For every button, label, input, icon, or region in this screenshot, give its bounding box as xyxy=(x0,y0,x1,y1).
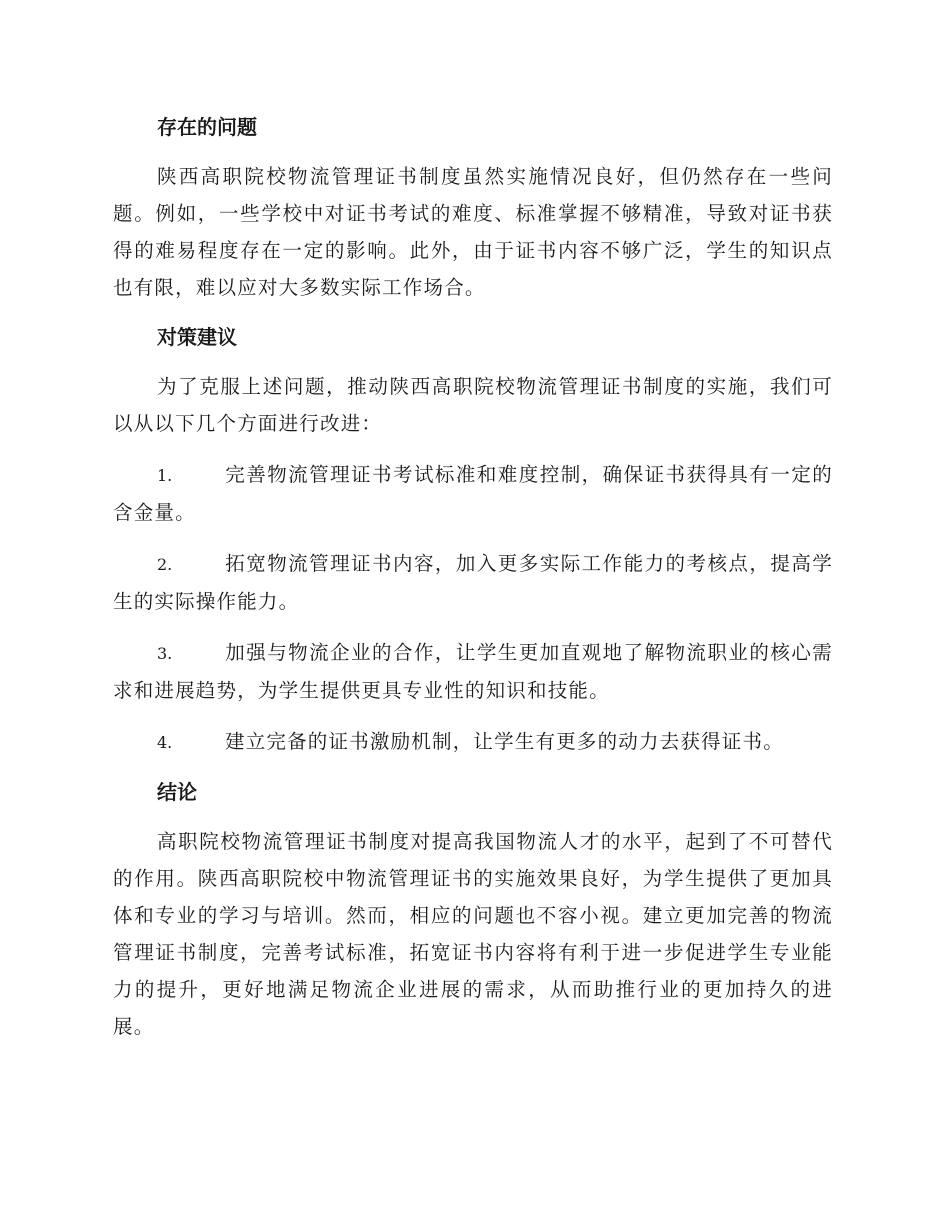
list-item-text: 加强与物流企业的合作，让学生更加直观地了解物流职业的核心需求和进展趋势，为学生提供更具专业性的知识和技能。 xyxy=(113,641,833,702)
list-item xyxy=(113,456,833,531)
list-item xyxy=(113,723,833,761)
paragraph-suggestions-intro: 为了克服上述问题，推动陕西高职院校物流管理证书制度的实施，我们可以从以下几个方面进行改进： xyxy=(113,375,833,435)
list-item-number: 3. xyxy=(157,644,173,663)
list-item-number: 1. xyxy=(157,466,173,485)
paragraph-problems: 陕西高职院校物流管理证书制度虽然实施情况良好，但仍然存在一些问题。例如，一些学校中对证书考试的难度、标准掌握不够精准，导致对证书获得的难易程度存在一定的影响。此外，由于证书内容不够广泛，学生的知识点也有限，难以应对大多数实际工作场合。 xyxy=(113,165,833,299)
section-heading-conclusion: 结论 xyxy=(157,780,197,804)
paragraph-conclusion: 高职院校物流管理证书制度对提高我国物流人才的水平，起到了不可替代的作用。陕西高职院校中物流管理证书的实施效果良好，为学生提供了更加具体和专业的学习与培训。然而，相应的问题也不容小视。建立更加完善的物流管理证书制度，完善考试标准，拓宽证书内容将有利于进一步促进学生专业能力的提升，更好地满足物流企业进展的需求，从而助推行业的更加持久的进展。 xyxy=(113,830,833,1038)
list-item-number: 2. xyxy=(157,555,173,574)
document-page xyxy=(113,110,833,1059)
list-item xyxy=(113,545,833,620)
list-item-text: 完善物流管理证书考试标准和难度控制，确保证书获得具有一定的含金量。 xyxy=(113,463,833,524)
section-heading-suggestions: 对策建议 xyxy=(157,325,237,349)
list-item-number: 4. xyxy=(157,733,173,752)
section-heading-problems: 存在的问题 xyxy=(157,115,257,139)
list-item-text: 拓宽物流管理证书内容，加入更多实际工作能力的考核点，提高学生的实际操作能力。 xyxy=(113,552,833,613)
list-item xyxy=(113,634,833,709)
list-item-text: 建立完备的证书激励机制，让学生有更多的动力去获得证书。 xyxy=(225,730,784,753)
